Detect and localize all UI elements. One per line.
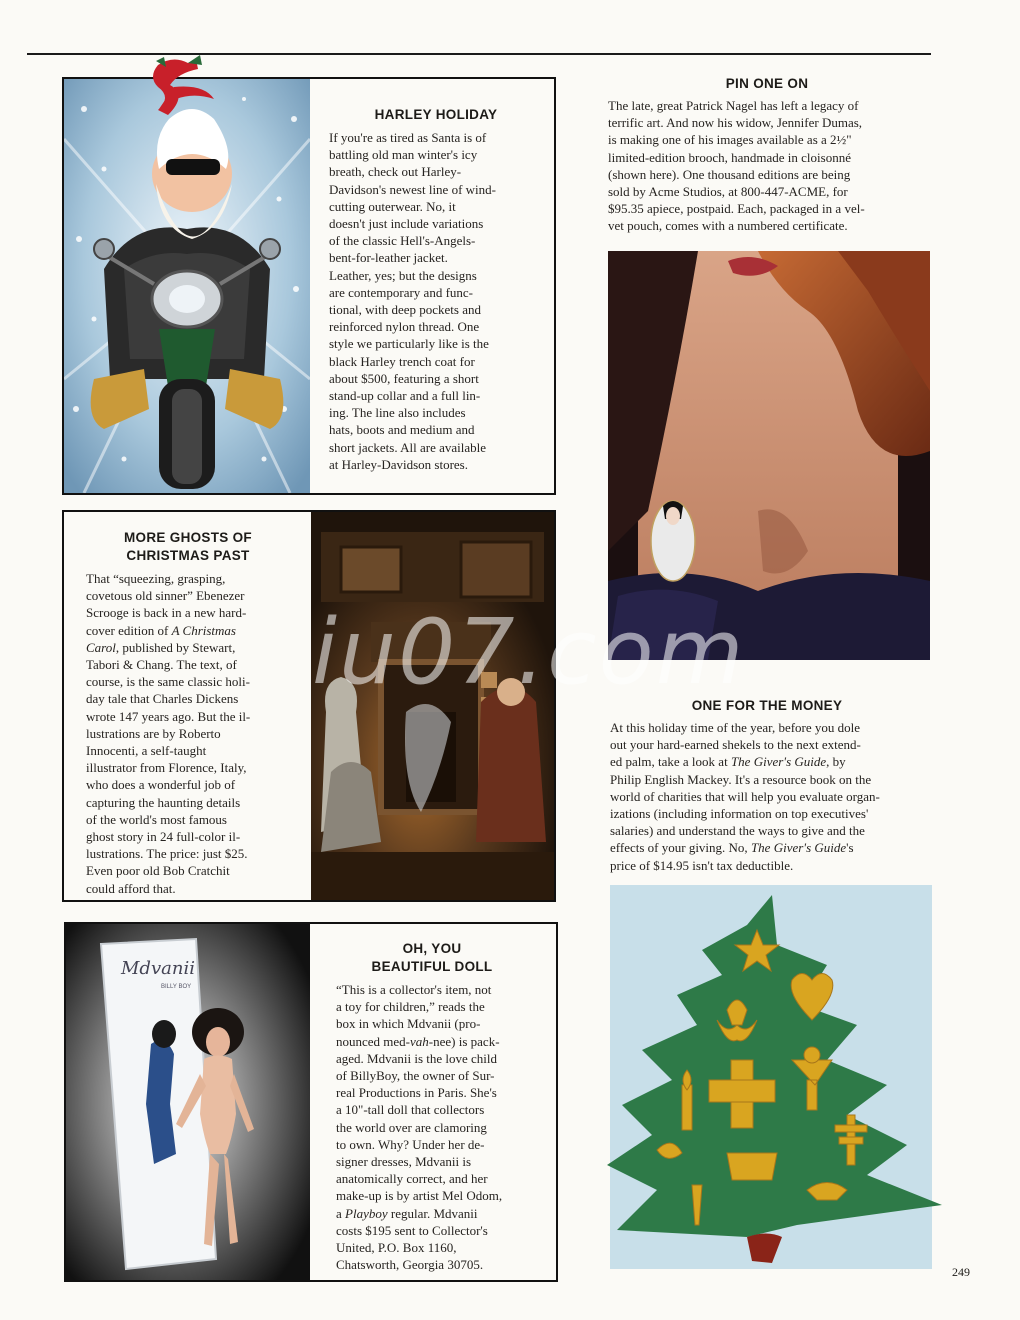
doll-text-line: box in which Mdvanii (pro-	[336, 1016, 481, 1032]
harley-body-text	[329, 129, 554, 473]
ghosts-text-line: course, is the same classic holi-	[86, 674, 250, 690]
pin-text-line: is making one of his images available as a 2½"	[608, 132, 852, 148]
ghosts-text-line: That “squeezing, grasping,	[86, 571, 226, 586]
money-guide-post: , by	[826, 754, 846, 770]
doll-text-line: make-up is by artist Mel Odom,	[336, 1188, 503, 1204]
ghosts-text-line: of the world's most famous	[86, 811, 227, 827]
doll-text-line: signer dresses, Mdvanii is	[336, 1154, 472, 1170]
scrooge-fireplace-illustration	[311, 512, 554, 900]
pin-body-text	[608, 97, 938, 235]
ghosts-text-line: day tale that Charles Dickens	[86, 691, 239, 707]
doll-text-line: “This is a collector's item, not	[336, 982, 492, 997]
harley-text-line: ing. The line also includes	[329, 405, 466, 421]
doll-text-line: of BillyBoy, the owner of Sur-	[336, 1068, 495, 1084]
harley-text-line: If you're as tired as Santa is of	[329, 130, 487, 145]
ghosts-heading-line-1: MORE GHOSTS OF	[124, 530, 252, 545]
book-title-part-2: Carol	[86, 639, 116, 655]
doll-text-line: a toy for children,” reads the	[336, 999, 485, 1015]
harley-heading: HARLEY HOLIDAY	[374, 107, 498, 122]
nagel-brooch-photo	[608, 251, 930, 660]
money-heading: ONE FOR THE MONEY	[691, 698, 843, 713]
harley-text-line: about $500, featuring a short	[329, 370, 479, 386]
ghosts-text-line: Scrooge is back in a new hard-	[86, 605, 247, 621]
money-last-pre: effects of your giving. No,	[610, 840, 751, 856]
pin-text-line: $95.35 apiece, postpaid. Each, packaged in a vel-	[608, 201, 865, 217]
brooch-figure	[651, 501, 695, 581]
ghosts-text-line: Tabori & Chang. The text, of	[86, 657, 237, 673]
doll-text-line: the world over are clamoring	[336, 1119, 487, 1135]
book-title-part-1: A Christmas	[171, 622, 236, 638]
ghosts-text-line: capturing the haunting details	[86, 794, 241, 810]
harley-text-line: stand-up collar and a full lin-	[329, 388, 481, 404]
pin-heading: PIN ONE ON	[725, 76, 809, 91]
doll-pron-italic: vah	[410, 1033, 429, 1049]
money-final-line: price of $14.95 isn't tax deductible.	[610, 857, 794, 873]
doll-playboy-italic: Playboy	[345, 1205, 388, 1221]
doll-playboy-pre: a	[336, 1205, 346, 1221]
harley-text-line: battling old man winter's icy	[329, 147, 478, 163]
doll-text-line: real Productions in Paris. She's	[336, 1085, 497, 1101]
money-text-line: salaries) and understand the ways to give and the	[610, 823, 865, 839]
doll-text-line: United, P.O. Box 1160,	[336, 1240, 457, 1256]
scarf-ornament	[148, 55, 208, 125]
doll-pron-pre: nounced med-	[336, 1033, 411, 1049]
ghosts-text-line: Innocenti, a self-taught	[86, 743, 207, 759]
doll-playboy-post: regular. Mdvanii	[387, 1205, 478, 1221]
money-text-line: Philip English Mackey. It's a resource book on the	[610, 771, 872, 787]
harley-text-line: tional, with deep pockets and	[329, 302, 481, 318]
ghosts-text-line: lustrations. The price: just $25.	[86, 846, 248, 862]
harley-text-line: breath, check out Harley-	[329, 164, 462, 180]
harley-text-line: of the classic Hell's-Angels-	[329, 233, 476, 249]
money-text-line: world of charities that will help you evaluate organ-	[610, 788, 880, 804]
doll-pron-post: -nee) is pack-	[428, 1033, 500, 1049]
doll-box-subtitle: BILLY BOY	[161, 984, 192, 990]
pin-text-line: sold by Acme Studios, at 800-447-ACME, for	[608, 184, 848, 200]
doll-box	[64, 922, 558, 1282]
ghosts-text-line: lustrations are by Roberto	[86, 725, 221, 741]
ghosts-line-post: , published by Stewart,	[115, 639, 236, 655]
pin-text-line: terrific art. And now his widow, Jennifer Dumas,	[608, 115, 863, 131]
money-body-text	[610, 719, 940, 874]
ghosts-body-text	[86, 570, 311, 897]
doll-text-line: Chatsworth, Georgia 30705.	[336, 1257, 484, 1273]
money-last-post: 's	[846, 840, 854, 856]
ghosts-line-pre: cover edition of	[86, 622, 172, 638]
watermark: iu07.com	[312, 600, 746, 705]
harley-text-line: Leather, yes; but the designs	[329, 267, 477, 283]
ghosts-text-line: could afford that.	[86, 880, 176, 896]
money-text-line: At this holiday time of the year, before you dole	[610, 720, 861, 735]
harley-text-line: Davidson's newest line of wind-	[329, 181, 496, 197]
money-text-line: out your hard-earned shekels to the next extend-	[610, 737, 861, 753]
doll-heading-line-2: BEAUTIFUL DOLL	[371, 959, 493, 974]
harley-text-line: short jackets. All are available	[329, 439, 487, 455]
pin-text-line: (shown here). One thousand editions are being	[608, 166, 851, 182]
harley-text-line: are contemporary and func-	[329, 284, 474, 300]
page-number: 249	[952, 1265, 970, 1279]
harley-text-line: style we particularly like is the	[329, 336, 489, 352]
harley-text-line: reinforced nylon thread. One	[329, 319, 480, 335]
charity-tree-illustration	[597, 885, 947, 1269]
ghosts-text-line: covetous old sinner” Ebenezer	[86, 588, 245, 604]
harley-text-line: at Harley-Davidson stores.	[329, 456, 468, 472]
doll-body-text	[336, 981, 551, 1273]
santa-motorcycle-illustration	[64, 79, 310, 493]
doll-text-line: to own. Why? Under her de-	[336, 1136, 485, 1152]
doll-text-line: costs $195 sent to Collector's	[336, 1222, 488, 1238]
ghosts-box	[62, 510, 556, 902]
money-guide-pre: ed palm, take a look at	[610, 754, 731, 770]
harley-text-line: doesn't just include variations	[329, 216, 484, 232]
ghosts-text-line: ghost story in 24 full-color il-	[86, 829, 241, 845]
pin-text-line: limited-edition brooch, handmade in cloisonné	[608, 149, 851, 165]
harley-text-line: black Harley trench coat for	[329, 353, 475, 369]
ghosts-text-line: illustrator from Florence, Italy,	[86, 760, 247, 776]
doll-text-line: anatomically correct, and her	[336, 1171, 488, 1187]
doll-heading-line-1: OH, YOU	[402, 941, 462, 956]
pin-text-line: vet pouch, comes with a numbered certificate.	[608, 218, 848, 234]
ghosts-text-line: who does a wonderful job of	[86, 777, 236, 793]
ghosts-heading-line-2: CHRISTMAS PAST	[126, 548, 250, 563]
doll-box-brand: Mdvanii	[121, 958, 195, 979]
money-guide-title: The Giver's Guide	[730, 754, 827, 770]
money-text-line: izations (including information on top executives'	[610, 806, 869, 822]
doll-text-line: aged. Mdvanii is the love child	[336, 1050, 498, 1066]
harley-text-line: hats, boots and medium and	[329, 422, 475, 438]
ghosts-text-line: Even poor old Bob Cratchit	[86, 863, 230, 879]
harley-text-line: cutting outerwear. No, it	[329, 198, 456, 214]
harley-box	[62, 77, 556, 495]
pin-text-line: The late, great Patrick Nagel has left a legacy of	[608, 98, 859, 113]
money-last-title: The Giver's Guide	[750, 840, 847, 856]
harley-text-line: bent-for-leather jacket.	[329, 250, 448, 266]
doll-text-line: a 10"-tall doll that collectors	[336, 1102, 485, 1118]
ghosts-text-line: wrote 147 years ago. But the il-	[86, 708, 251, 724]
mdvanii-doll-photo	[66, 924, 310, 1280]
